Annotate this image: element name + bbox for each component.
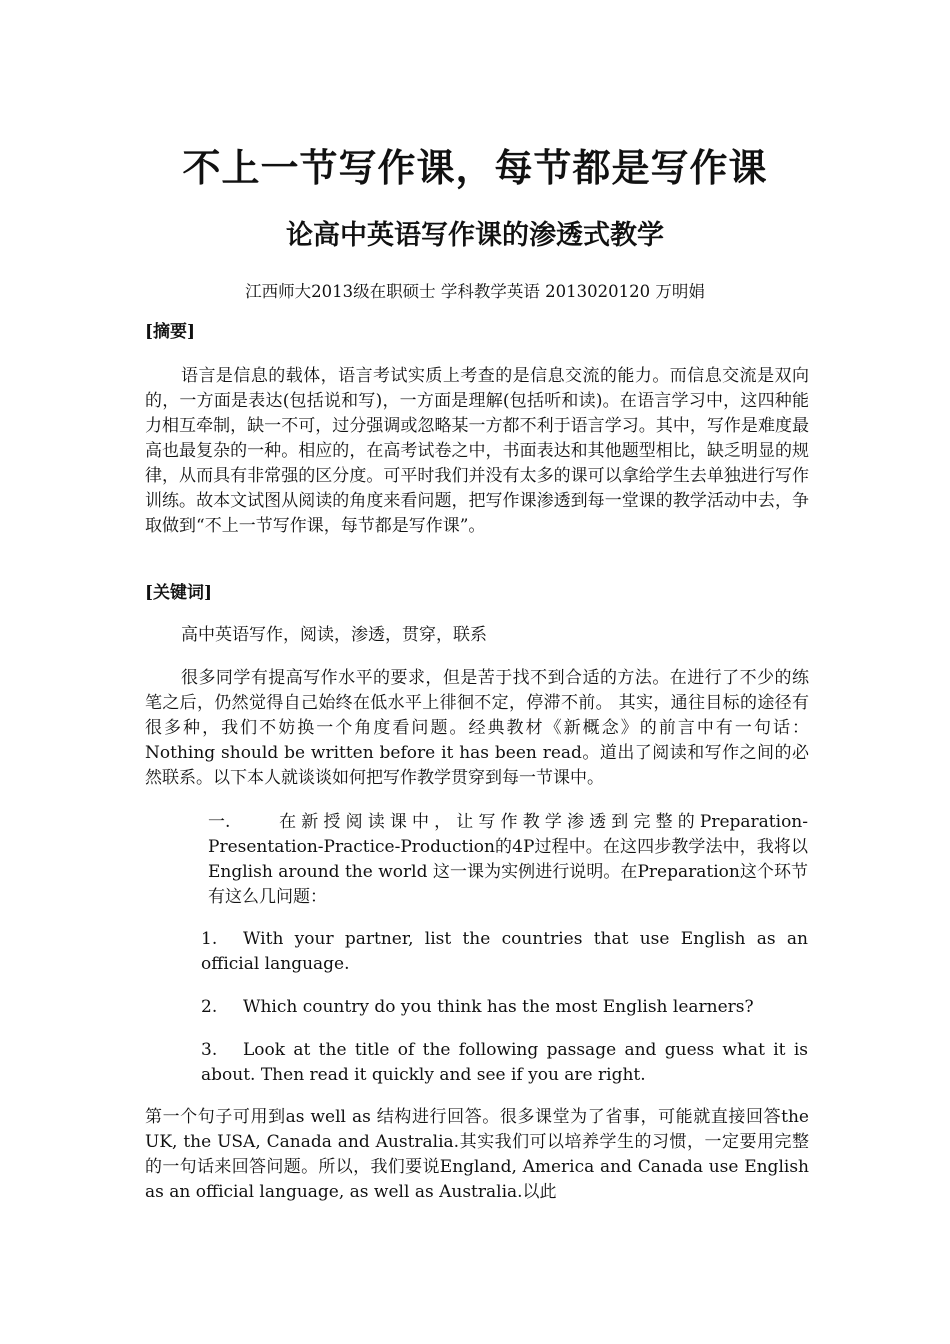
- question-item: [201, 1038, 808, 1088]
- section-one-text: 在新授阅读课中，让写作教学渗透到完整的Preparation-Presentation-Practice-Production的4P过程中。在这四步教学法中，我将以English around the world 这一课为实例进行说明。在Preparation这个环节有这么几问题：: [208, 812, 808, 907]
- document-subtitle: 论高中英语写作课的渗透式教学: [286, 220, 664, 251]
- author-line: 江西师大2013级在职硕士 学科教学英语 2013020120 万明娟: [245, 282, 705, 301]
- document-title: 不上一节写作课，每节都是写作课: [182, 145, 768, 190]
- abstract-heading: [摘要]: [145, 322, 196, 342]
- question-text: Which country do you think has the most English learners?: [243, 997, 754, 1017]
- question-number: 3.: [201, 1040, 218, 1060]
- question-number: 2.: [201, 997, 218, 1017]
- section-one-marker: 一.: [208, 812, 231, 832]
- question-number: 1.: [201, 929, 218, 949]
- question-text: Look at the title of the following passage and guess what it is about. Then read it quickly and see if you are right.: [201, 1040, 808, 1085]
- question-item: [201, 927, 808, 977]
- closing-paragraph: 第一个句子可用到as well as 结构进行回答。很多课堂为了省事，可能就直接回答the UK, the USA, Canada and Australia.其实我们可以培养学生的习惯，一定要用完整的一句话来回答问题。所以，我们要说England, America and Canada use English as an official language, as well as Australia.以此: [145, 1107, 809, 1202]
- keywords-paragraph: 高中英语写作，阅读，渗透，贯穿，联系: [181, 625, 487, 645]
- question-text: With your partner, list the countries that use English as an official language.: [201, 929, 808, 974]
- section-one: [208, 810, 808, 910]
- intro-paragraph: 很多同学有提高写作水平的要求，但是苦于找不到合适的方法。在进行了不少的练笔之后，仍然觉得自己始终在低水平上徘徊不定，停滞不前。 其实，通往目标的途径有很多种，我们不妨换一个角度看问题。经典教材《新概念》的前言中有一句话：Nothing should be written before it has been read。道出了阅读和写作之间的必然联系。以下本人就谈谈如何把写作教学贯穿到每一节课中。: [145, 668, 809, 788]
- question-item: [201, 995, 808, 1020]
- keywords-heading: [关键词]: [145, 583, 213, 603]
- abstract-paragraph: 语言是信息的载体，语言考试实质上考查的是信息交流的能力。而信息交流是双向的，一方面是表达(包括说和写)，一方面是理解(包括听和读)。在语言学习中，这四种能力相互牵制，缺一不可，过分强调或忽略某一方都不利于语言学习。其中，写作是难度最高也最复杂的一种。相应的，在高考试卷之中，书面表达和其他题型相比，缺乏明显的规律，从而具有非常强的区分度。可平时我们并没有太多的课可以拿给学生去单独进行写作训练。故本文试图从阅读的角度来看问题，把写作课渗透到每一堂课的教学活动中去，争取做到“不上一节写作课，每节都是写作课”。: [145, 366, 809, 536]
